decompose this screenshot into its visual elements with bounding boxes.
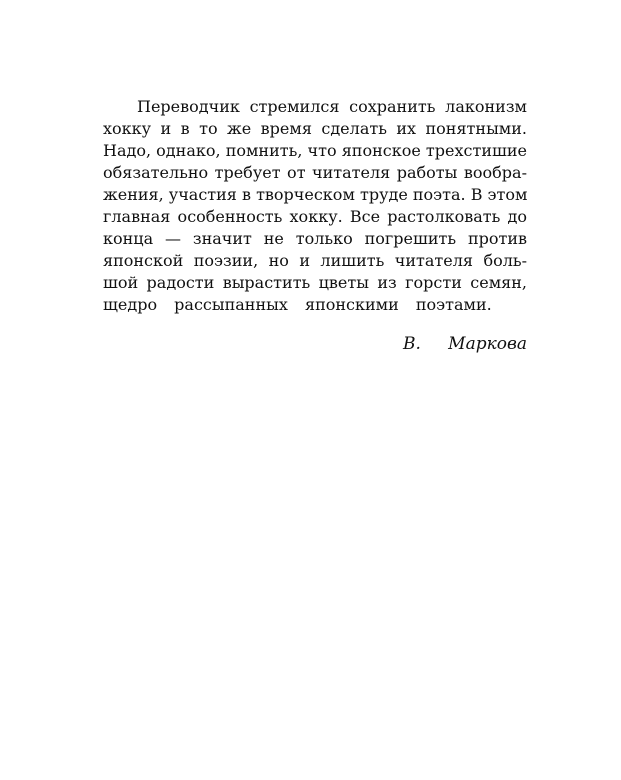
paragraph-line: конца — значит не только погрешить против	[103, 229, 527, 248]
paragraph	[103, 96, 527, 316]
author-signature	[403, 333, 527, 355]
paragraph-line: главная особенность хокку. Все растолковать до	[103, 207, 527, 226]
paragraph-line: японской поэзии, но и лишить читателя боль-	[103, 251, 527, 270]
paragraph-line: Переводчик стремился сохранить лаконизм	[137, 97, 527, 116]
paragraph-line: Надо, однако, помнить, что японское трехстишие	[103, 141, 527, 160]
paragraph-line: жения, участия в творческом труде поэта. В этом	[103, 185, 528, 204]
paragraph-line: щедро рассыпанных японскими поэтами.	[103, 295, 492, 314]
paragraph-line: обязательно требует от читателя работы вообра-	[103, 163, 527, 182]
paragraph-line: шой радости вырастить цветы из горсти семян,	[103, 273, 527, 292]
author-initial: В.	[403, 334, 421, 354]
author-surname: Маркова	[448, 334, 527, 354]
paragraph-line: хокку и в то же время сделать их понятными.	[103, 119, 527, 138]
